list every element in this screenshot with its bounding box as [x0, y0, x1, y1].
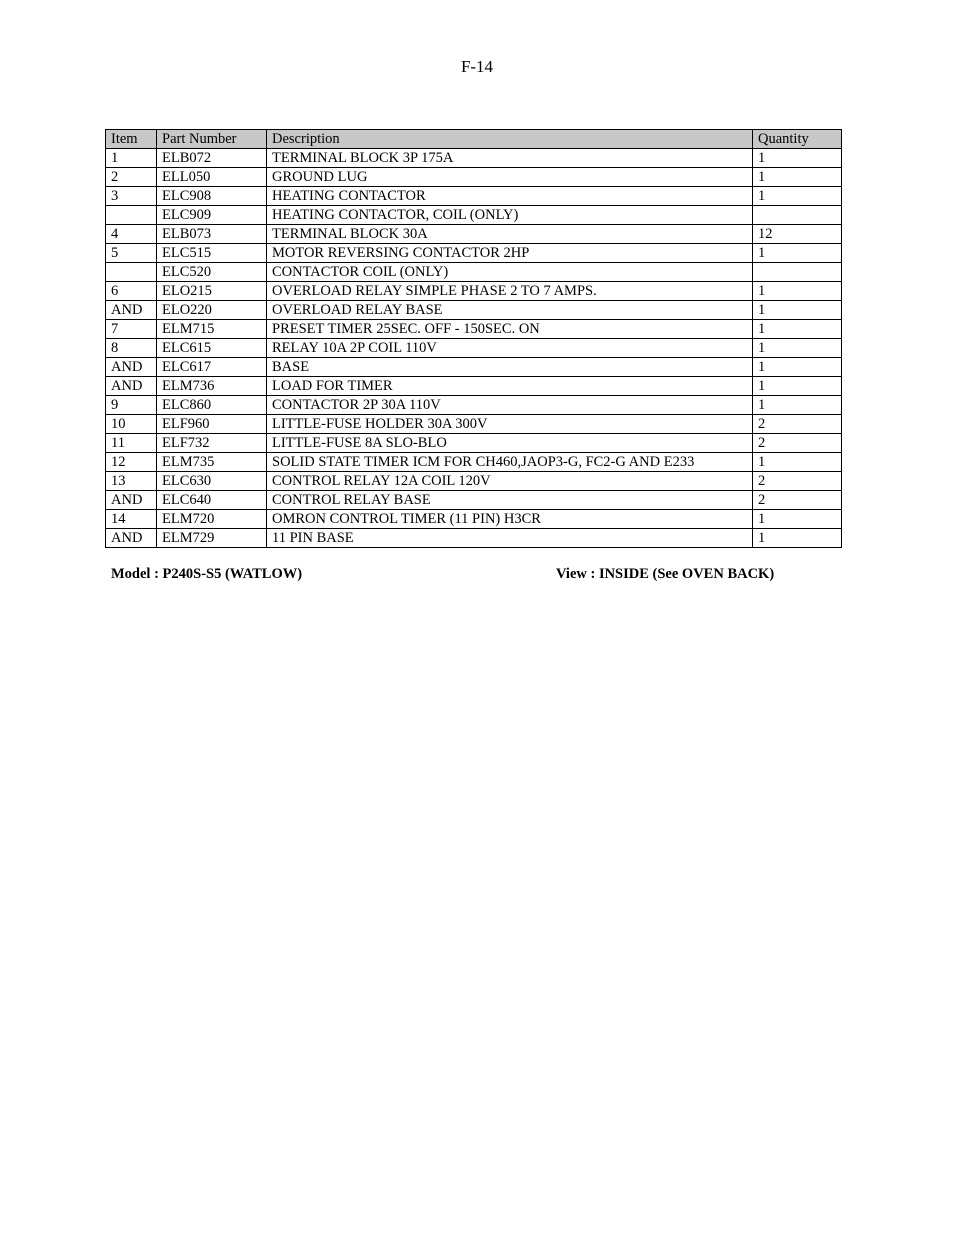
cell-description: OVERLOAD RELAY SIMPLE PHASE 2 TO 7 AMPS. [267, 282, 753, 301]
cell-item: 7 [106, 320, 157, 339]
cell-part-number: ELC615 [157, 339, 267, 358]
cell-quantity: 1 [753, 339, 842, 358]
cell-description: HEATING CONTACTOR [267, 187, 753, 206]
cell-quantity: 1 [753, 358, 842, 377]
model-label: Model : P240S-S5 (WATLOW) [111, 566, 303, 582]
table-row [106, 358, 842, 377]
cell-item: 8 [106, 339, 157, 358]
cell-part-number: ELC617 [157, 358, 267, 377]
cell-item: AND [106, 301, 157, 320]
table-row [106, 301, 842, 320]
cell-part-number: ELM736 [157, 377, 267, 396]
cell-description: SOLID STATE TIMER ICM FOR CH460,JAOP3-G, FC2-G AND E233 [267, 453, 753, 472]
cell-quantity: 1 [753, 396, 842, 415]
table-row [106, 453, 842, 472]
cell-description: LITTLE-FUSE 8A SLO-BLO [267, 434, 753, 453]
cell-description: RELAY 10A 2P COIL 110V [267, 339, 753, 358]
table-row [106, 396, 842, 415]
cell-item: AND [106, 529, 157, 548]
page-number: F-14 [460, 57, 494, 76]
cell-item: 14 [106, 510, 157, 529]
cell-item: AND [106, 491, 157, 510]
header-quantity: Quantity [753, 130, 842, 149]
cell-description: LITTLE-FUSE HOLDER 30A 300V [267, 415, 753, 434]
cell-item: 11 [106, 434, 157, 453]
cell-item: 3 [106, 187, 157, 206]
cell-quantity: 1 [753, 282, 842, 301]
cell-quantity: 1 [753, 529, 842, 548]
cell-description: OMRON CONTROL TIMER (11 PIN) H3CR [267, 510, 753, 529]
cell-item: 5 [106, 244, 157, 263]
cell-part-number: ELM729 [157, 529, 267, 548]
cell-part-number: ELL050 [157, 168, 267, 187]
cell-item: AND [106, 377, 157, 396]
cell-quantity: 2 [753, 472, 842, 491]
cell-description: HEATING CONTACTOR, COIL (ONLY) [267, 206, 753, 225]
table-row [106, 244, 842, 263]
table-row [106, 149, 842, 168]
table-row [106, 320, 842, 339]
cell-description: OVERLOAD RELAY BASE [267, 301, 753, 320]
cell-part-number: ELF960 [157, 415, 267, 434]
cell-description: CONTACTOR 2P 30A 110V [267, 396, 753, 415]
table-row [106, 206, 842, 225]
cell-part-number: ELC515 [157, 244, 267, 263]
cell-quantity: 1 [753, 510, 842, 529]
cell-quantity: 1 [753, 453, 842, 472]
cell-quantity: 1 [753, 149, 842, 168]
parts-table [105, 129, 842, 548]
cell-part-number: ELM720 [157, 510, 267, 529]
table-row [106, 339, 842, 358]
table-row [106, 472, 842, 491]
cell-part-number: ELC860 [157, 396, 267, 415]
cell-item: 1 [106, 149, 157, 168]
cell-part-number: ELC520 [157, 263, 267, 282]
cell-item [106, 263, 157, 282]
cell-part-number: ELC909 [157, 206, 267, 225]
cell-part-number: ELM735 [157, 453, 267, 472]
cell-quantity: 2 [753, 415, 842, 434]
cell-quantity: 12 [753, 225, 842, 244]
table-row [106, 491, 842, 510]
cell-part-number: ELO220 [157, 301, 267, 320]
cell-quantity: 2 [753, 491, 842, 510]
cell-item: 9 [106, 396, 157, 415]
cell-description: TERMINAL BLOCK 3P 175A [267, 149, 753, 168]
cell-part-number: ELO215 [157, 282, 267, 301]
cell-part-number: ELF732 [157, 434, 267, 453]
cell-item: 12 [106, 453, 157, 472]
table-row [106, 529, 842, 548]
cell-description: BASE [267, 358, 753, 377]
table-row [106, 510, 842, 529]
table-row [106, 225, 842, 244]
cell-quantity: 1 [753, 320, 842, 339]
cell-part-number: ELM715 [157, 320, 267, 339]
cell-item: AND [106, 358, 157, 377]
cell-part-number: ELC908 [157, 187, 267, 206]
table-row [106, 377, 842, 396]
cell-description: 11 PIN BASE [267, 529, 753, 548]
cell-part-number: ELC630 [157, 472, 267, 491]
cell-quantity: 1 [753, 187, 842, 206]
table-row [106, 168, 842, 187]
cell-item: 10 [106, 415, 157, 434]
table-header-row [106, 130, 842, 149]
cell-item: 13 [106, 472, 157, 491]
cell-description: TERMINAL BLOCK 30A [267, 225, 753, 244]
cell-quantity [753, 263, 842, 282]
cell-description: PRESET TIMER 25SEC. OFF - 150SEC. ON [267, 320, 753, 339]
cell-description: LOAD FOR TIMER [267, 377, 753, 396]
table-row [106, 187, 842, 206]
table-row [106, 282, 842, 301]
cell-item: 2 [106, 168, 157, 187]
table-row [106, 415, 842, 434]
parts-table-body [106, 149, 842, 548]
table-row [106, 434, 842, 453]
cell-quantity: 2 [753, 434, 842, 453]
cell-item: 4 [106, 225, 157, 244]
cell-part-number: ELB072 [157, 149, 267, 168]
cell-description: CONTACTOR COIL (ONLY) [267, 263, 753, 282]
table-row [106, 263, 842, 282]
cell-item: 6 [106, 282, 157, 301]
cell-quantity: 1 [753, 377, 842, 396]
cell-item [106, 206, 157, 225]
cell-description: MOTOR REVERSING CONTACTOR 2HP [267, 244, 753, 263]
cell-quantity: 1 [753, 168, 842, 187]
header-part-number: Part Number [157, 130, 267, 149]
cell-quantity: 1 [753, 301, 842, 320]
cell-description: CONTROL RELAY BASE [267, 491, 753, 510]
cell-quantity: 1 [753, 244, 842, 263]
header-item: Item [106, 130, 157, 149]
cell-part-number: ELC640 [157, 491, 267, 510]
cell-part-number: ELB073 [157, 225, 267, 244]
view-label: View : INSIDE (See OVEN BACK) [556, 566, 775, 582]
cell-description: CONTROL RELAY 12A COIL 120V [267, 472, 753, 491]
header-description: Description [267, 130, 753, 149]
cell-quantity [753, 206, 842, 225]
cell-description: GROUND LUG [267, 168, 753, 187]
